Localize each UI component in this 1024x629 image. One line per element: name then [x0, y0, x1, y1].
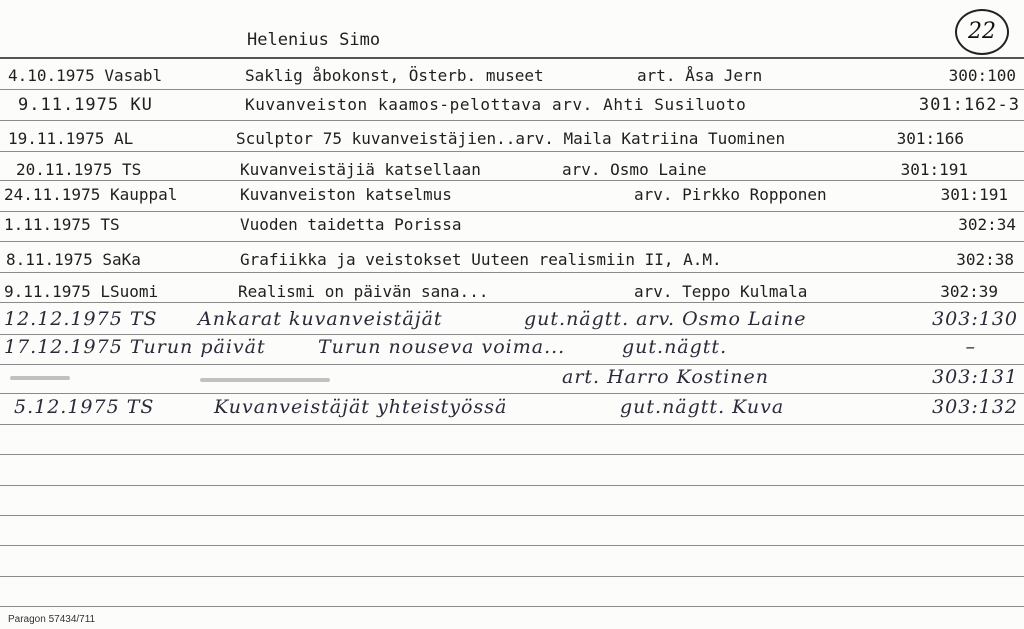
handwritten-ref: 303:132 [932, 396, 1018, 418]
entry-title: Saklig åbokonst, Österb. museet [245, 66, 544, 85]
entry-ref: 302:34 [958, 215, 1016, 234]
entry-title: Grafiikka ja veistokset Uuteen realismiin II, A.M. [240, 250, 722, 269]
handwritten-reviewer: gut.nägtt. Kuva [620, 396, 785, 418]
entry-title: Kuvanveiston kaamos-pelottava arv. Ahti Susiluoto [245, 95, 747, 114]
entry-reviewer: art. Åsa Jern [637, 66, 763, 85]
handwritten-date: 12.12.1975 TS [4, 308, 158, 330]
erased-mark [10, 376, 70, 380]
printer-mark: Paragon 57434/711 [8, 614, 96, 625]
entry-reviewer: arv. Teppo Kulmala [634, 282, 808, 301]
handwritten-date: 17.12.1975 Turun päivät [4, 336, 266, 358]
entry-date: 20.11.1975 TS [16, 160, 142, 179]
entry-title: Vuoden taidetta Porissa [240, 215, 462, 234]
rule [0, 606, 1024, 607]
entry-reviewer: arv. Pirkko Ropponen [634, 185, 827, 204]
rule [0, 545, 1024, 546]
handwritten-reviewer: gut.nägtt. [622, 336, 728, 358]
card-number: 22 [968, 19, 996, 44]
entry-date: 24.11.1975 Kauppal [4, 185, 178, 204]
rule [0, 211, 1024, 212]
handwritten-reviewer: art. Harro Kostinen [562, 366, 769, 388]
handwritten-date: 5.12.1975 TS [14, 396, 155, 418]
entry-title: Kuvanveistäjiä katsellaan [240, 160, 481, 179]
entry-date: 9.11.1975 LSuomi [4, 282, 159, 301]
handwritten-title: Kuvanveistäjät yhteistyössä [214, 396, 508, 418]
card-number-circle [955, 9, 1009, 55]
rule [0, 272, 1024, 273]
entry-ref: 301:166 [896, 129, 964, 148]
rule [0, 334, 1024, 335]
entry-ref: 301:162-3 [918, 95, 1020, 115]
person-name: Helenius Simo [247, 30, 381, 50]
entry-ref: 301:191 [900, 160, 968, 179]
rule [0, 302, 1024, 303]
entry-date: 8.11.1975 SaKa [6, 250, 141, 269]
rule [0, 364, 1024, 365]
entry-ref: 301:191 [940, 185, 1008, 204]
handwritten-title: Ankarat kuvanveistäjät [198, 308, 443, 330]
rule [0, 424, 1024, 425]
handwritten-title: Turun nouseva voima... [318, 336, 566, 358]
rule [0, 241, 1024, 242]
handwritten-ref: – [965, 336, 976, 358]
handwritten-ref: 303:130 [932, 308, 1018, 330]
entry-date: 1.11.1975 TS [4, 215, 120, 234]
handwritten-ref: 303:131 [932, 366, 1018, 388]
rule [0, 180, 1024, 181]
erased-mark [200, 378, 330, 382]
rule [0, 454, 1024, 455]
rule [0, 89, 1024, 90]
entry-ref: 302:39 [940, 282, 998, 301]
rule [0, 485, 1024, 486]
entry-title: Realismi on päivän sana... [238, 282, 489, 301]
rule [0, 151, 1024, 152]
rule [0, 120, 1024, 121]
rule [0, 576, 1024, 577]
handwritten-reviewer: gut.nägtt. arv. Osmo Laine [524, 308, 807, 330]
entry-title: Sculptor 75 kuvanveistäjien..arv. Maila Katriina Tuominen [236, 129, 786, 148]
rule [0, 515, 1024, 516]
entry-title: Kuvanveiston katselmus [240, 185, 452, 204]
entry-ref: 302:38 [956, 250, 1014, 269]
entry-date: 9.11.1975 KU [18, 95, 153, 115]
rule [0, 393, 1024, 394]
entry-date: 19.11.1975 AL [8, 129, 134, 148]
entry-ref: 300:100 [948, 66, 1016, 85]
entry-reviewer: arv. Osmo Laine [562, 160, 707, 179]
entry-date: 4.10.1975 Vasabl [8, 66, 163, 85]
header-rule [0, 57, 1024, 59]
